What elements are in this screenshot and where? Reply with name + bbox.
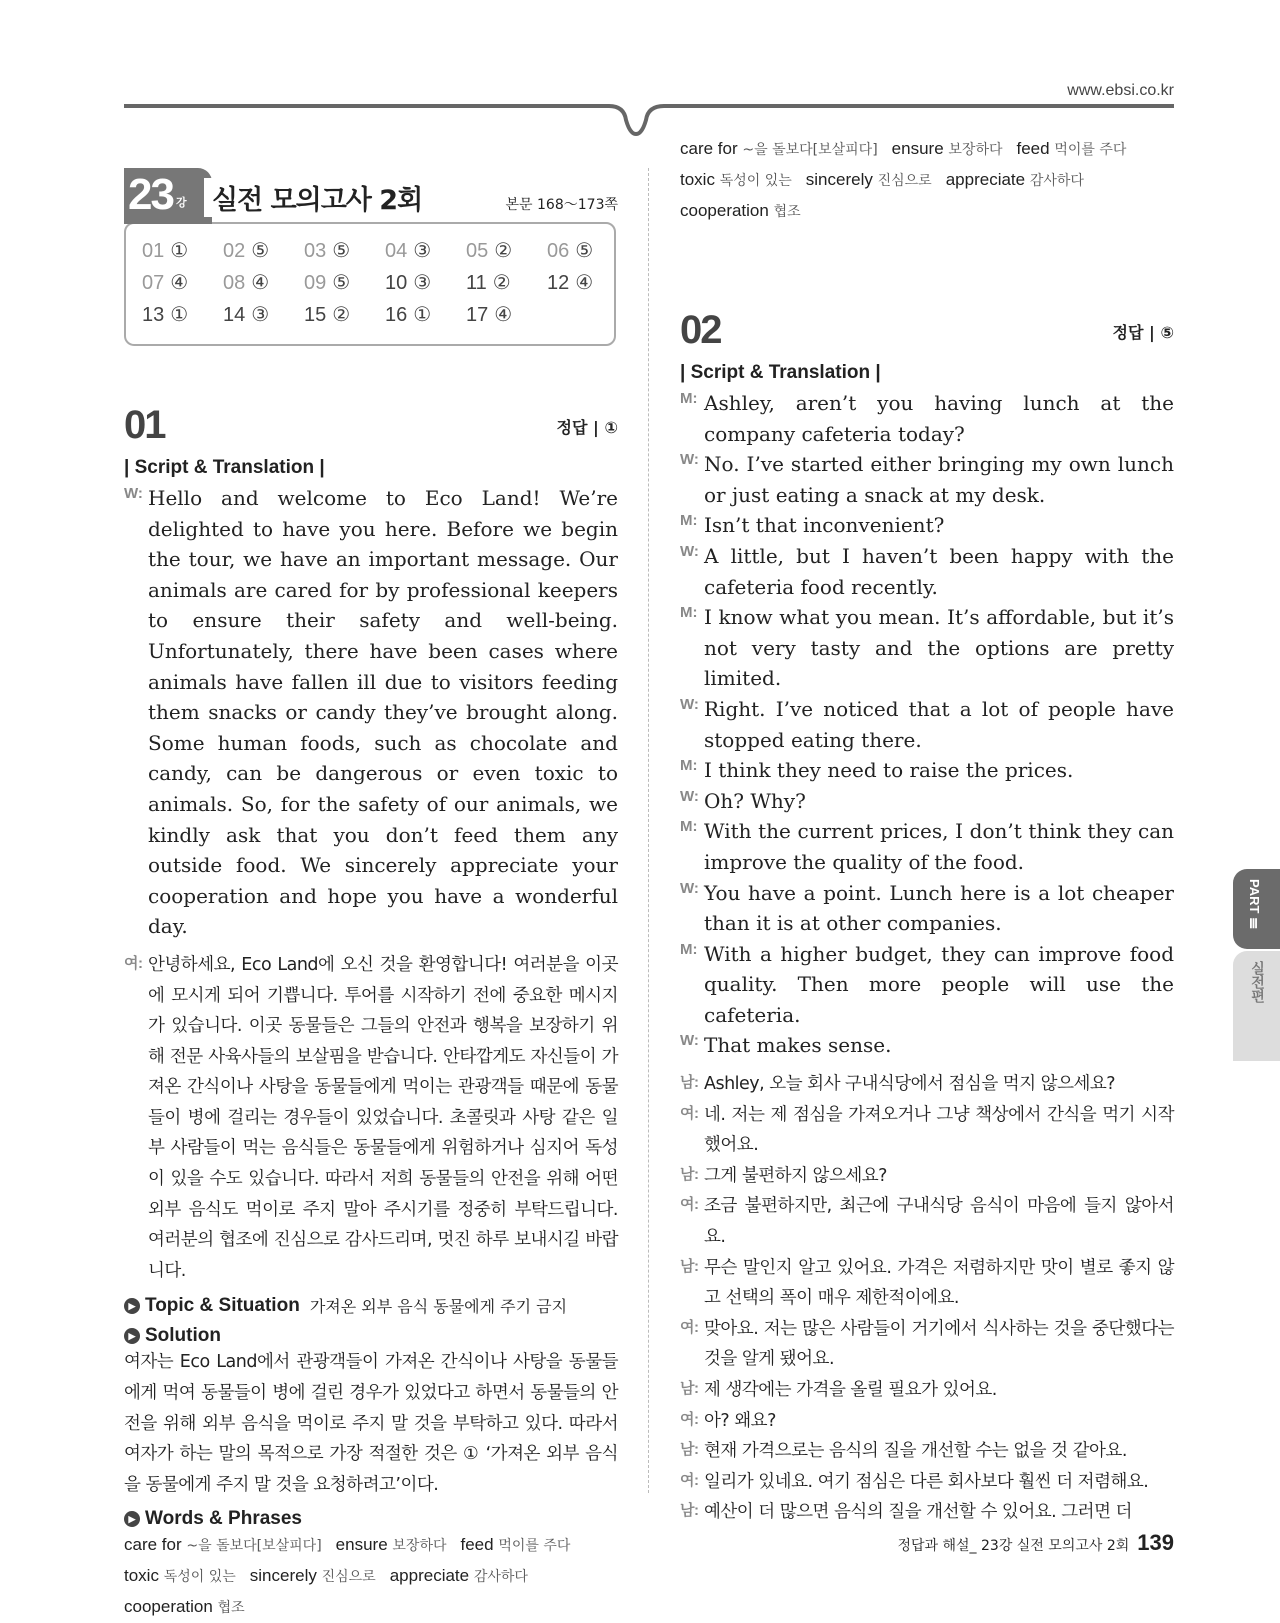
word-meaning: ~을 돌보다[보살피다] <box>186 1538 322 1555</box>
line-text: No. I’ve started either bringing my own lunch or just eating a snack at my desk. <box>704 452 1174 507</box>
answer-item <box>466 302 512 327</box>
topic-label: Topic & Situation <box>145 1294 300 1316</box>
part-tab[interactable] <box>1233 869 1280 949</box>
answer-item <box>547 238 593 263</box>
play-bullet-icon: ▶ <box>124 1298 140 1314</box>
dialogue-line <box>680 1161 1174 1192</box>
speaker-label: M: <box>680 512 698 530</box>
answer-item <box>385 238 431 263</box>
answer-choice: ① <box>413 304 432 326</box>
footer-text: 정답과 해설_ 23강 실전 모의고사 2회 <box>897 1538 1130 1554</box>
speaker-label: 여: <box>124 954 143 972</box>
answer-key-box <box>124 222 616 346</box>
answer-choice: ② <box>494 240 513 262</box>
line-text: 무슨 말인지 알고 있어요. 가격은 저렴하지만 맛이 별로 좋지 않고 선택의 폭이 매우 제한적이에요. <box>704 1257 1174 1309</box>
answer-item <box>304 302 350 327</box>
speaker-label: M: <box>680 757 698 775</box>
answer-item <box>223 270 269 295</box>
answer-question-number: 15 <box>304 304 327 326</box>
answer-question-number: 08 <box>223 272 246 294</box>
solution-heading <box>124 1325 618 1347</box>
speaker-label: M: <box>680 940 698 958</box>
speaker-label: 여: <box>680 1318 699 1336</box>
speaker-label: 여: <box>680 1471 699 1489</box>
answer-item <box>547 270 593 295</box>
answer-item <box>223 302 269 327</box>
dialogue-line <box>680 1406 1174 1437</box>
word-term: ensure <box>335 1535 388 1555</box>
word-term: cooperation <box>124 1597 213 1617</box>
word-term: feed <box>1016 139 1050 158</box>
question-header <box>124 403 618 455</box>
dialogue-line <box>680 1436 1174 1467</box>
word-term: cooperation <box>680 201 769 220</box>
answer-choice: ⑤ <box>251 240 270 262</box>
question-number: 01 <box>124 403 165 447</box>
speaker-label: 여: <box>680 1410 699 1428</box>
word-meaning: 진심으로 <box>877 173 932 189</box>
answer-question-number: 02 <box>223 240 246 262</box>
answer-item <box>385 302 431 327</box>
right-column <box>680 139 1174 1528</box>
dialogue-line <box>680 388 1174 449</box>
dialogue-line <box>680 755 1174 786</box>
dialogue-line <box>680 1069 1174 1100</box>
dialogue-line <box>680 816 1174 877</box>
words-list-continued <box>680 134 1174 220</box>
line-text: That makes sense. <box>704 1033 892 1058</box>
answer-choice: ④ <box>170 272 189 294</box>
answer-question-number: 16 <box>385 304 408 326</box>
speaker-label: 남: <box>680 1502 699 1520</box>
speaker-label: 여: <box>680 1196 699 1214</box>
answer-question-number: 09 <box>304 272 327 294</box>
line-text: Ashley, 오늘 회사 구내식당에서 점심을 먹지 않으세요? <box>704 1074 1116 1095</box>
dialogue-line <box>680 694 1174 755</box>
word-term: care for <box>680 139 738 158</box>
line-text: Right. I’ve noticed that a lot of people have stopped eating there. <box>704 696 1174 752</box>
unit-number-tab <box>124 168 212 224</box>
word-meaning: 보장하다 <box>392 1538 447 1555</box>
dialogue-line <box>680 1100 1174 1161</box>
speaker-label: W: <box>680 879 699 897</box>
part-label: PART Ⅲ <box>1247 879 1262 933</box>
answer-question-number: 14 <box>223 304 246 326</box>
answer-question-number: 17 <box>466 304 489 326</box>
dialogue-line <box>124 950 618 1287</box>
question-answer: 정답 | ① <box>556 418 618 437</box>
line-text: You have a point. Lunch here is a lot cheaper than it is at other companies. <box>704 880 1174 936</box>
answer-choice: ① <box>170 240 189 262</box>
answer-item <box>466 270 511 295</box>
answer-question-number: 12 <box>547 272 570 294</box>
answer-choice: ② <box>332 304 351 326</box>
speaker-label: M: <box>680 390 698 407</box>
speaker-label: W: <box>680 695 699 713</box>
section-label: 실전편 <box>1249 961 1265 1003</box>
answer-item <box>142 302 188 327</box>
answer-question-number: 06 <box>547 240 570 262</box>
line-text: 맞아요. 저는 많은 사람들이 거기에서 식사하는 것을 중단했다는 것을 알게 됐어요. <box>704 1318 1174 1370</box>
word-meaning: 진심으로 <box>321 1569 376 1586</box>
unit-header <box>124 168 618 348</box>
speaker-label: W: <box>124 485 143 502</box>
answer-choice: ③ <box>413 240 432 262</box>
word-meaning: 먹이를 주다 <box>1054 142 1127 158</box>
word-term: toxic <box>124 1566 159 1586</box>
translation <box>124 950 618 1287</box>
speaker-label: 남: <box>680 1074 699 1092</box>
dialogue-line <box>680 939 1174 1031</box>
speaker-label: 여: <box>680 1104 699 1122</box>
word-term: feed <box>460 1535 494 1555</box>
word-meaning: 협조 <box>773 204 801 220</box>
topic-heading <box>124 1294 618 1317</box>
topic-text: 가져온 외부 음식 동물에게 주기 금지 <box>309 1297 568 1317</box>
script-heading: | Script & Translation | <box>124 457 325 478</box>
line-text: 아? 왜요? <box>704 1410 776 1431</box>
answer-choice: ④ <box>575 272 594 294</box>
dialogue-line <box>680 1030 1174 1061</box>
section-tab[interactable] <box>1233 951 1280 1061</box>
question-header <box>680 308 1174 360</box>
answer-item <box>385 270 431 295</box>
word-term: appreciate <box>389 1566 470 1586</box>
script-heading: | Script & Translation | <box>680 362 881 383</box>
words-label: Words & Phrases <box>145 1508 302 1530</box>
play-bullet-icon: ▶ <box>124 1511 140 1527</box>
dialogue-line <box>680 602 1174 694</box>
speaker-label: W: <box>680 787 699 805</box>
dialogue-line <box>680 878 1174 939</box>
line-text: A little, but I haven’t been happy with the cafeteria food recently. <box>704 543 1174 599</box>
word-meaning: 협조 <box>217 1600 245 1617</box>
left-column <box>124 168 618 1617</box>
line-text: 안녕하세요, Eco Land에 오신 것을 환영합니다! 여러분을 이곳에 모시게 되어 기쁩니다. 투어를 시작하기 전에 중요한 메시지가 있습니다. 이곳 동물들은 그들의 안전과 행복을 보장하기 위해 전문 사육사들의 보살핌을 받습니다. 안타깝게도 자신들이 가져온 간식이나 사탕을 동물들에게 먹이는 관광객들 때문에 동물들이 병에 걸리는 경우들이 있었습니다. 초콜릿과 사탕 같은 일부 사람들이 먹는 음식들은 동물들에게 위험하거나 심지어 독성이 있을 수도 있습니다. 따라서 저희 동물들의 안전을 위해 어떤 외부 음식도 먹이로 주지 말아 주시기를 정중히 부탁드립니다. 여러분의 협조에 진심으로 감사드리며, 멋진 하루 보내시길 바랍니다. <box>148 954 618 1281</box>
answer-question-number: 03 <box>304 240 327 262</box>
site-url: www.ebsi.co.kr <box>1067 82 1174 99</box>
word-term: ensure <box>891 139 944 158</box>
answer-choice: ③ <box>251 304 270 326</box>
word-term: sincerely <box>249 1566 317 1586</box>
speaker-label: 남: <box>680 1380 699 1397</box>
line-text: 예산이 더 많으면 음식의 질을 개선할 수 있어요. 그러면 더 <box>704 1502 1132 1523</box>
line-text: 제 생각에는 가격을 올릴 필요가 있어요. <box>704 1380 997 1400</box>
answer-choice: ① <box>170 304 189 326</box>
answer-question-number: 10 <box>385 272 408 294</box>
word-meaning: ~을 돌보다[보살피다] <box>742 142 878 158</box>
footer <box>897 1530 1174 1556</box>
speaker-label: 남: <box>680 1441 699 1459</box>
word-meaning: 감사하다 <box>1029 173 1084 189</box>
word-term: sincerely <box>805 170 873 189</box>
word-meaning: 보장하다 <box>948 142 1003 158</box>
line-text: With a higher budget, they can improve food quality. Then more people will use the cafeteria. <box>704 941 1174 1027</box>
answer-choice: ⑤ <box>575 240 594 262</box>
speaker-label: W: <box>680 1032 699 1050</box>
speaker-label: 남: <box>680 1257 699 1275</box>
answer-item <box>304 270 350 295</box>
dialogue-line <box>680 786 1174 817</box>
speaker-label: W: <box>680 451 699 469</box>
line-text: 일리가 있네요. 여기 점심은 다른 회사보다 훨씬 더 저렴해요. <box>704 1471 1149 1492</box>
line-text: With the current prices, I don’t think they can improve the quality of the food. <box>704 819 1174 874</box>
words-heading <box>124 1508 618 1530</box>
dialogue-line <box>680 1375 1174 1406</box>
answer-choice: ④ <box>494 304 513 326</box>
answer-question-number: 07 <box>142 272 165 294</box>
line-text: Oh? Why? <box>704 788 806 813</box>
line-text: 그게 불편하지 않으세요? <box>704 1165 887 1186</box>
answer-question-number: 05 <box>466 240 489 262</box>
dialogue-line <box>124 483 618 942</box>
answer-choice: ④ <box>251 272 270 294</box>
word-term: care for <box>124 1535 182 1555</box>
word-meaning: 먹이를 주다 <box>498 1538 571 1555</box>
unit-number: 23 <box>128 170 173 219</box>
answer-choice: ② <box>492 272 511 294</box>
answer-item <box>223 238 269 263</box>
word-meaning: 감사하다 <box>473 1569 528 1586</box>
unit-title: 실전 모의고사 2회 <box>204 178 612 217</box>
dialogue-line <box>680 541 1174 602</box>
dialogue-line <box>680 449 1174 510</box>
line-text: Isn’t that inconvenient? <box>704 513 945 538</box>
speaker-label: M: <box>680 604 698 622</box>
line-text: Hello and welcome to Eco Land! We’re delighted to have you here. Before we begin the tour, we have an important message. Our animals are cared for by professional keepers to ensure their safety and well-being. Unfortunately, there have been cases where animals have fallen ill due to visitors feeding them snacks or candy they’ve brought along. Some human foods, such as chocolate and candy, can be dangerous or even toxic to animals. So, for the safety of our animals, we kindly ask that you don’t feed them any outside food. We sincerely appreciate your cooperation and hope you have a wonderful day. <box>148 486 618 939</box>
unit-pages: 본문 168～173쪽 <box>505 197 618 213</box>
unit-gang: 강 <box>176 196 187 209</box>
word-term: toxic <box>680 170 715 189</box>
answer-question-number: 04 <box>385 240 408 262</box>
line-text: I think they need to raise the prices. <box>704 758 1074 783</box>
page-number: 139 <box>1137 1530 1174 1555</box>
solution-text: 여자는 Eco Land에서 관광객들이 가져온 간식이나 사탕을 동물들에게 먹여 동물들이 병에 걸린 경우가 있었다고 하면서 동물들의 안전을 위해 외부 음식을 먹이로 주지 말 것을 부탁하고 있다. 따라서 여자가 하는 말의 목적으로 가장 적절한 것은 ① ‘가져온 외부 음식을 동물에게 주지 말 것을 요청하려고’이다. <box>124 1352 618 1495</box>
word-term: appreciate <box>945 170 1026 189</box>
answer-question-number: 13 <box>142 304 165 326</box>
line-text: 네. 저는 제 점심을 가져오거나 그냥 책상에서 간식을 먹기 시작했어요. <box>704 1104 1174 1156</box>
question-answer: 정답 | ⑤ <box>1112 323 1174 342</box>
speaker-label: M: <box>680 818 698 836</box>
answer-item <box>466 238 512 263</box>
dialogue-line <box>680 1253 1174 1314</box>
column-divider <box>648 168 649 1493</box>
line-text: 현재 가격으로는 음식의 질을 개선할 수는 없을 것 같아요. <box>704 1441 1127 1462</box>
dialogue-line <box>680 1497 1174 1528</box>
answer-item <box>142 270 188 295</box>
answer-choice: ⑤ <box>332 240 351 262</box>
play-bullet-icon: ▶ <box>124 1328 140 1344</box>
speaker-label: W: <box>680 542 699 560</box>
question-number: 02 <box>680 308 721 352</box>
script <box>680 388 1174 1061</box>
line-text: Ashley, aren’t you having lunch at the company cafeteria today? <box>704 391 1174 446</box>
word-meaning: 독성이 있는 <box>163 1569 236 1586</box>
dialogue-line <box>680 1191 1174 1252</box>
word-meaning: 독성이 있는 <box>719 173 792 189</box>
speaker-label: 남: <box>680 1165 699 1183</box>
line-text: 조금 불편하지만, 최근에 구내식당 음식이 마음에 들지 않아서요. <box>704 1196 1174 1248</box>
translation <box>680 1069 1174 1528</box>
answer-choice: ⑤ <box>332 272 351 294</box>
answer-choice: ③ <box>413 272 432 294</box>
words-list <box>124 1530 618 1617</box>
solution-label: Solution <box>145 1325 221 1347</box>
answer-item <box>304 238 350 263</box>
line-text: I know what you mean. It’s affordable, but it’s not very tasty and the options are pretty limited. <box>704 605 1174 691</box>
answer-item <box>142 238 188 263</box>
dialogue-line <box>680 510 1174 541</box>
answer-question-number: 01 <box>142 240 165 262</box>
dialogue-line <box>680 1314 1174 1375</box>
answer-question-number: 11 <box>466 272 487 294</box>
script <box>124 483 618 942</box>
dialogue-line <box>680 1467 1174 1498</box>
